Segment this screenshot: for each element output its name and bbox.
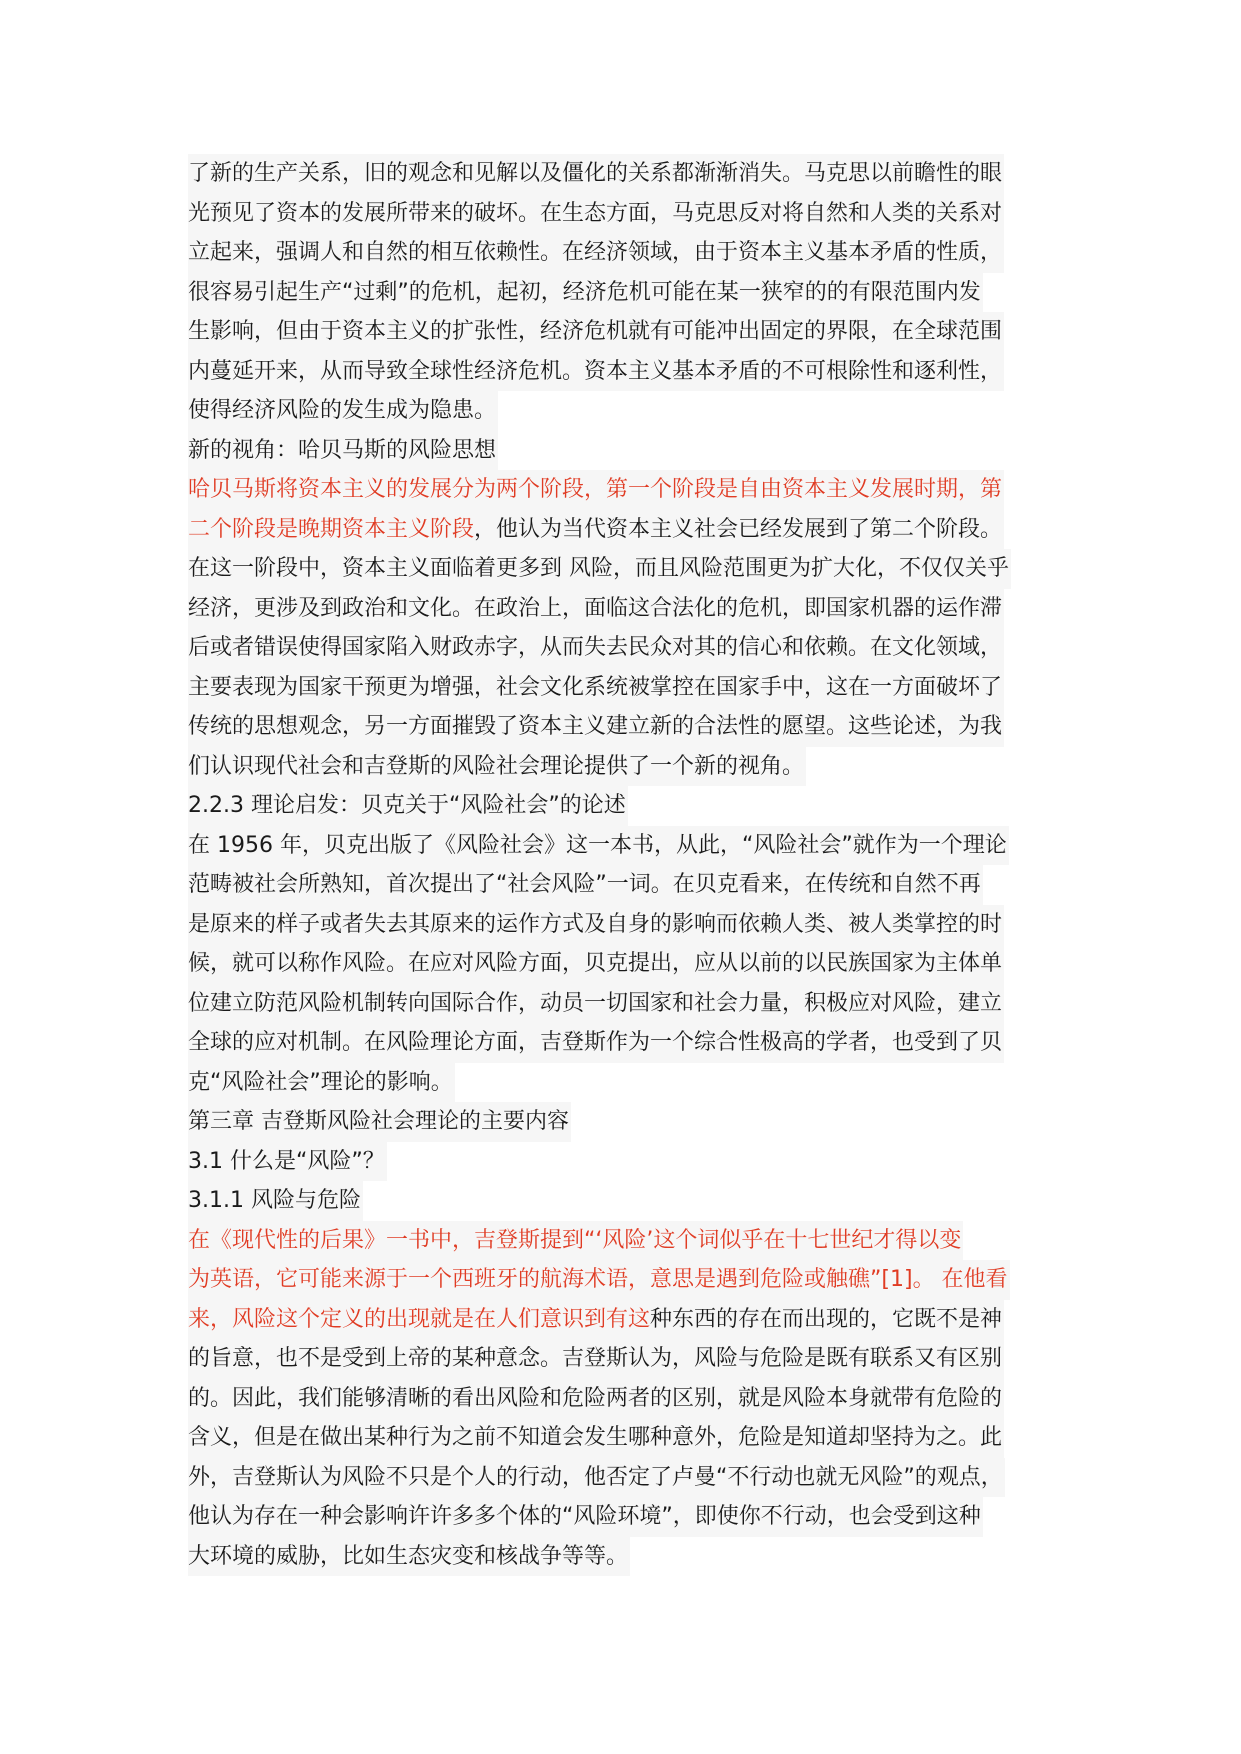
body-text: 大环境的威胁，比如生态灾变和核战争等等。 xyxy=(188,1543,629,1569)
text-line-content xyxy=(188,786,628,826)
text-line-content xyxy=(188,668,1004,708)
body-text: 第三章 吉登斯风险社会理论的主要内容 xyxy=(188,1109,569,1134)
text-line xyxy=(188,944,1088,984)
text-line xyxy=(188,668,1088,708)
body-text: 经济，更涉及到政治和文化。在政治上，面临这合法化的危机，即国家机器的运作滞 xyxy=(188,595,1003,621)
text-line xyxy=(188,1063,1088,1103)
body-text: 他认为存在一种会影响许许多多个体的“风险环境”，即使你不行动，也会受到这种 xyxy=(188,1504,981,1529)
body-text: 很容易引起生产“过剩”的危机，起初，经济危机可能在某一狭窄的的有限范围内发 xyxy=(188,279,981,305)
highlighted-text: 来，风险这个定义的出现就是在人们意识到有这 xyxy=(188,1306,651,1332)
text-line-content xyxy=(188,984,1004,1024)
text-line xyxy=(188,391,1088,431)
body-text: 的。因此，我们能够清晰的看出风险和危险两者的区别，就是风险本身就带有危险的 xyxy=(188,1385,1003,1411)
text-line-content xyxy=(188,1418,1004,1458)
body-text: 在这一阶段中，资本主义面临着更多到 风险，而且风险范围更为扩大化，不仅仅关乎 xyxy=(188,556,1009,581)
text-line xyxy=(188,352,1088,392)
body-text: 了新的生产关系，旧的观念和见解以及僵化的关系都渐渐消失。马克思以前瞻性的眼 xyxy=(188,161,1003,186)
text-line xyxy=(188,1537,1088,1577)
text-line-content xyxy=(188,233,1004,273)
text-line xyxy=(188,747,1088,787)
text-line xyxy=(188,1497,1088,1537)
text-line-content xyxy=(188,1260,1010,1300)
text-line-content xyxy=(188,273,983,313)
body-text: 新的视角：哈贝马斯的风险思想 xyxy=(188,437,497,463)
text-line xyxy=(188,905,1088,945)
body-text: 候，就可以称作风险。在应对风险方面，贝克提出，应从以前的以民族国家为主体单 xyxy=(188,951,1003,976)
body-text: 是原来的样子或者失去其原来的运作方式及自身的影响而依赖人类、被人类掌控的时 xyxy=(188,911,1003,937)
text-line xyxy=(188,273,1088,313)
text-line-content xyxy=(188,549,1011,589)
text-line xyxy=(188,1458,1088,1498)
text-line xyxy=(188,194,1088,234)
text-line xyxy=(188,1418,1088,1458)
body-text: 外，吉登斯认为风险不只是个人的行动，他否定了卢曼“不行动也就无风险”的观点， xyxy=(188,1464,1003,1490)
text-line-content xyxy=(188,1181,363,1221)
text-line-content xyxy=(188,1023,1004,1063)
text-line xyxy=(188,707,1088,747)
text-line-content xyxy=(188,352,1004,392)
text-line xyxy=(188,549,1088,589)
text-line-content xyxy=(188,470,1004,510)
text-line-content xyxy=(188,1221,963,1261)
text-line xyxy=(188,628,1088,668)
text-line xyxy=(188,233,1088,273)
text-line xyxy=(188,1300,1088,1340)
body-text: ，他认为当代资本主义社会已经发展到了第二个阶段。 xyxy=(474,516,1003,542)
text-line xyxy=(188,1379,1088,1419)
text-line-content xyxy=(188,865,983,905)
text-line-content xyxy=(188,154,1004,194)
text-line xyxy=(188,510,1088,550)
text-line xyxy=(188,1142,1088,1182)
text-line xyxy=(188,1181,1088,1221)
text-line-content xyxy=(188,1379,1004,1419)
text-line-content xyxy=(188,431,498,471)
body-text: 种东西的存在而出现的，它既不是神 xyxy=(650,1306,1003,1332)
text-line-content xyxy=(188,905,1004,945)
body-text: 2.2.3 理论启发：贝克关于“风险社会”的论述 xyxy=(188,793,626,818)
text-line-content xyxy=(188,1300,1004,1340)
text-line-content xyxy=(188,707,1004,747)
text-line-content xyxy=(188,510,1004,550)
text-line-content xyxy=(188,1339,1004,1379)
text-line xyxy=(188,589,1088,629)
text-line-content xyxy=(188,826,1009,866)
highlighted-text: 为英语，它可能来源于一个西班牙的航海术语，意思是遇到危险或触礁”[1]。 在他看 xyxy=(188,1267,1008,1292)
highlighted-text: 二个阶段是晚期资本主义阶段 xyxy=(188,516,475,542)
body-text: 全球的应对机制。在风险理论方面，吉登斯作为一个综合性极高的学者，也受到了贝 xyxy=(188,1030,1003,1055)
body-text: 内蔓延开来，从而导致全球性经济危机。资本主义基本矛盾的不可根除性和逐利性， xyxy=(188,358,1003,384)
body-text: 立起来，强调人和自然的相互依赖性。在经济领域，由于资本主义基本矛盾的性质， xyxy=(188,240,1003,265)
text-line xyxy=(188,1221,1088,1261)
text-line xyxy=(188,826,1088,866)
document-body xyxy=(188,154,1088,1576)
body-text: 克“风险社会”理论的影响。 xyxy=(188,1069,453,1095)
text-line xyxy=(188,1102,1088,1142)
text-line-content xyxy=(188,944,1004,984)
text-line-content xyxy=(188,628,1004,668)
body-text: 光预见了资本的发展所带来的破坏。在生态方面，马克思反对将自然和人类的关系对 xyxy=(188,200,1003,226)
body-text: 在 1956 年，贝克出版了《风险社会》这一本书，从此，“风险社会”就作为一个理论 xyxy=(188,832,1007,858)
text-line xyxy=(188,1260,1088,1300)
text-line-content xyxy=(188,747,806,787)
text-line-content xyxy=(188,312,1004,352)
body-text: 后或者错误使得国家陷入财政赤字，从而失去民众对其的信心和依赖。在文化领域， xyxy=(188,635,1003,660)
text-line xyxy=(188,312,1088,352)
body-text: 位建立防范风险机制转向国际合作，动员一切国家和社会力量，积极应对风险，建立 xyxy=(188,990,1003,1016)
body-text: 主要表现为国家干预更为增强，社会文化系统被掌控在国家手中，这在一方面破坏了 xyxy=(188,674,1003,700)
body-text: 使得经济风险的发生成为隐患。 xyxy=(188,398,497,423)
text-line xyxy=(188,984,1088,1024)
body-text: 范畴被社会所熟知，首次提出了“社会风险”一词。在贝克看来，在传统和自然不再 xyxy=(188,872,981,897)
highlighted-text: 在《现代性的后果》一书中，吉登斯提到“‘风险’这个词似乎在十七世纪才得以变 xyxy=(188,1227,962,1253)
text-line xyxy=(188,786,1088,826)
text-line-content xyxy=(188,1458,1005,1498)
text-line-content xyxy=(188,589,1004,629)
text-line-content xyxy=(188,1537,630,1577)
text-line xyxy=(188,154,1088,194)
text-line-content xyxy=(188,391,498,431)
text-line xyxy=(188,431,1088,471)
text-line xyxy=(188,1339,1088,1379)
text-line-content xyxy=(188,1063,455,1103)
body-text: 含义，但是在做出某种行为之前不知道会发生哪种意外，危险是知道却坚持为之。此 xyxy=(188,1425,1003,1450)
highlighted-text: 哈贝马斯将资本主义的发展分为两个阶段，第一个阶段是自由资本主义发展时期，第 xyxy=(188,477,1003,502)
body-text: 生影响，但由于资本主义的扩张性，经济危机就有可能冲出固定的界限，在全球范围 xyxy=(188,319,1003,344)
text-line-content xyxy=(188,1102,571,1142)
text-line xyxy=(188,1023,1088,1063)
text-line xyxy=(188,470,1088,510)
text-line-content xyxy=(188,1497,983,1537)
body-text: 们认识现代社会和吉登斯的风险社会理论提供了一个新的视角。 xyxy=(188,753,805,779)
text-line-content xyxy=(188,194,1004,234)
body-text: 3.1 什么是“风险”？ xyxy=(188,1148,385,1174)
body-text: 的旨意，也不是受到上帝的某种意念。吉登斯认为，风险与危险是既有联系又有区别 xyxy=(188,1346,1003,1371)
body-text: 3.1.1 风险与危险 xyxy=(188,1188,361,1213)
body-text: 传统的思想观念，另一方面摧毁了资本主义建立新的合法性的愿望。这些论述，为我 xyxy=(188,714,1003,739)
text-line xyxy=(188,865,1088,905)
text-line-content xyxy=(188,1142,387,1182)
